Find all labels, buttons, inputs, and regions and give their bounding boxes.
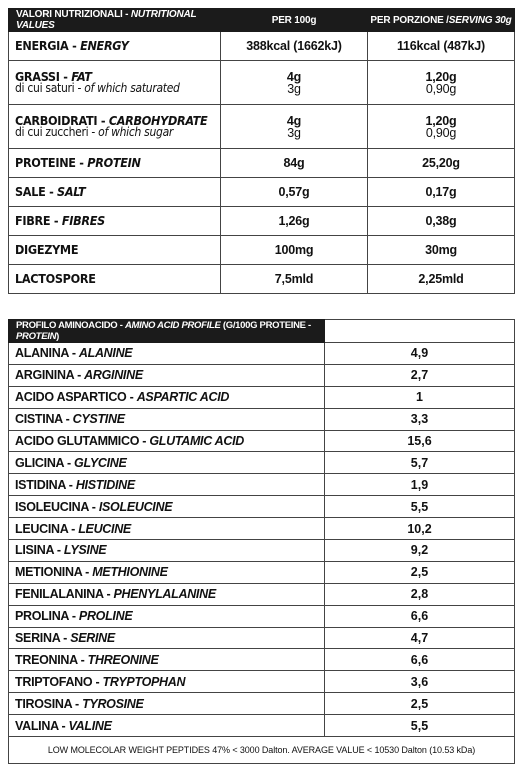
nutrient-name-it: LACTOSPORE <box>15 271 96 286</box>
amino-name-en: GLYCINE <box>74 455 127 470</box>
per-serving-value <box>368 61 515 105</box>
amino-name-it: FENILALANINA - <box>15 587 114 602</box>
amino-name-it: TREONINA - <box>15 652 88 667</box>
per-100g-value-main: 0,57g <box>278 185 310 199</box>
per-serving-value-main: 1,20g <box>425 113 457 128</box>
nutrient-label <box>9 236 221 265</box>
amino-acid-name <box>9 715 325 737</box>
amino-row <box>9 343 515 365</box>
amino-name-it: PROLINA - <box>15 609 79 624</box>
amino-acid-value: 2,5 <box>325 561 515 583</box>
nutrient-label <box>9 149 221 178</box>
amino-name-it: ISOLEUCINA - <box>15 499 99 514</box>
nutrient-name <box>15 40 220 52</box>
amino-name-en: TRYPTOPHAN <box>102 674 186 689</box>
per-serving-value-main: 1,20g <box>425 69 457 84</box>
amino-row <box>9 386 515 408</box>
per-serving-value <box>368 265 515 294</box>
amino-name-it: ACIDO ASPARTICO - <box>15 390 137 405</box>
nutrient-name-it: CARBOIDRATI - <box>15 112 109 128</box>
nutrition-row <box>9 149 515 178</box>
amino-acid-value: 5,7 <box>325 452 515 474</box>
amino-row <box>9 430 515 452</box>
peptides-footnote: LOW MOLECOLAR WEIGHT PEPTIDES 47% < 3000 Dalton. AVERAGE VALUE < 10530 Dalton (10.53 kDa) <box>9 737 515 764</box>
per-100g-value <box>221 32 368 61</box>
per-100g-value-main: 84g <box>283 156 305 170</box>
amino-acid-value: 5,5 <box>325 715 515 737</box>
nutrient-name-it: PROTEINE - <box>15 155 88 170</box>
amino-name-it: ALANINA - <box>15 346 79 361</box>
amino-row <box>9 671 515 693</box>
amino-name-en: CYSTINE <box>72 412 125 427</box>
amino-acid-value: 4,7 <box>325 627 515 649</box>
per-serving-value-main: 0,17g <box>425 185 457 199</box>
per-serving-value-main: 116kcal (487kJ) <box>396 39 486 53</box>
amino-name-en: GLUTAMIC ACID <box>149 434 245 448</box>
nutrient-name-it: FIBRE - <box>15 213 62 228</box>
per-serving-value-main: 25,20g <box>422 156 460 170</box>
amino-acid-name <box>9 540 325 562</box>
nutrient-name-it: DIGEZYME <box>15 242 79 257</box>
nutrient-name <box>15 244 220 256</box>
amino-name-en: VALINE <box>68 718 112 733</box>
per-100g-value-sub: 3g <box>287 125 301 140</box>
amino-row <box>9 474 515 496</box>
per-100g-value-sub: 3g <box>287 81 301 96</box>
amino-name-en: THREONINE <box>87 652 159 667</box>
amino-acid-name <box>9 364 325 386</box>
amino-name-en: ALANINE <box>78 346 133 361</box>
per-serving-value-main: 0,38g <box>425 214 457 228</box>
amino-name-it: TRIPTOFANO - <box>15 674 103 689</box>
amino-row <box>9 518 515 540</box>
nutrient-label <box>9 32 221 61</box>
per-serving-value <box>368 32 515 61</box>
amino-row <box>9 715 515 737</box>
amino-header-end: ) <box>56 331 60 342</box>
nutrition-row <box>9 178 515 207</box>
nutrition-row <box>9 236 515 265</box>
per-serving-value-sub: 0,90g <box>425 125 457 140</box>
amino-acid-value: 3,6 <box>325 671 515 693</box>
amino-name-en: SERINE <box>70 631 115 646</box>
amino-row <box>9 540 515 562</box>
amino-name-it: SERINA - <box>15 631 71 646</box>
per-serving-value <box>368 236 515 265</box>
amino-acid-value: 5,5 <box>325 496 515 518</box>
nutrient-name <box>15 157 220 169</box>
nutrient-name-en: FIBRES <box>61 213 105 228</box>
amino-name-en: HISTIDINE <box>75 477 135 492</box>
amino-row <box>9 496 515 518</box>
header-per-100g: PER 100g <box>221 9 368 32</box>
amino-acid-value: 2,7 <box>325 364 515 386</box>
per-100g-value <box>221 149 368 178</box>
amino-acid-name <box>9 496 325 518</box>
header-amino-profile <box>9 320 325 343</box>
amino-name-it: LISINA - <box>15 543 64 558</box>
amino-header-en: AMINO ACID PROFILE <box>124 320 221 331</box>
amino-name-en: ISOLEUCINE <box>98 499 173 514</box>
nutrient-name-en: FAT <box>71 68 92 84</box>
header-label-en: NUTRITIONAL VALUES <box>16 9 197 31</box>
nutrition-row <box>9 32 515 61</box>
amino-name-en: PHENYLALANINE <box>113 587 216 602</box>
nutrient-label <box>9 265 221 294</box>
per-serving-value-main: 30mg <box>425 243 457 257</box>
amino-acid-name <box>9 649 325 671</box>
amino-acid-value: 6,6 <box>325 605 515 627</box>
per-100g-value-main: 4g <box>286 113 302 128</box>
amino-name-en: PROLINE <box>78 609 133 624</box>
amino-acid-value: 1,9 <box>325 474 515 496</box>
amino-acid-name <box>9 671 325 693</box>
per-100g-value <box>221 61 368 105</box>
amino-acid-table <box>8 319 515 764</box>
header-label-it: VALORI NUTRIZIONALI - <box>16 9 131 20</box>
amino-name-it: VALINA - <box>15 718 69 733</box>
amino-name-en: LYSINE <box>63 543 107 558</box>
per-100g-value <box>221 178 368 207</box>
amino-name-it: TIROSINA - <box>15 696 83 711</box>
nutrient-label <box>9 178 221 207</box>
per-serving-value-sub: 0,90g <box>425 81 457 96</box>
nutrient-label <box>9 105 221 149</box>
amino-name-it: CISTINA - <box>15 412 73 427</box>
per-serving-value <box>368 178 515 207</box>
nutrition-row <box>9 265 515 294</box>
amino-header-row <box>9 320 515 343</box>
per-100g-value <box>221 105 368 149</box>
amino-row <box>9 583 515 605</box>
amino-acid-name <box>9 583 325 605</box>
amino-name-it: ISTIDINA - <box>15 477 76 492</box>
amino-name-it: GLICINA - <box>15 455 75 470</box>
nutrient-name-it: ENERGIA - <box>15 38 81 53</box>
nutrient-name-en: PROTEIN <box>87 155 141 170</box>
per-100g-value <box>221 265 368 294</box>
per-100g-value-main: 388kcal (1662kJ) <box>246 39 342 53</box>
amino-name-en: ASPARTIC ACID <box>136 390 230 405</box>
amino-row <box>9 693 515 715</box>
amino-acid-name <box>9 386 325 408</box>
amino-acid-value: 15,6 <box>325 430 515 452</box>
amino-acid-value: 10,2 <box>325 518 515 540</box>
header-serving-en: SERVING 30g <box>448 14 512 26</box>
nutrition-table <box>8 8 515 294</box>
nutrient-name-en: CARBOHYDRATE <box>108 112 208 128</box>
amino-header-mid: (G/100G PROTEINE - <box>220 320 311 331</box>
per-100g-value-main: 1,26g <box>278 214 310 228</box>
nutrient-name <box>15 186 220 198</box>
per-100g-value-main: 100mg <box>274 243 314 257</box>
header-per-serving <box>368 9 515 32</box>
amino-acid-value: 3,3 <box>325 408 515 430</box>
nutrition-row <box>9 61 515 105</box>
amino-acid-name <box>9 408 325 430</box>
nutrient-name-it: SALE - <box>15 184 58 199</box>
header-amino-value-blank <box>325 320 515 343</box>
per-serving-value <box>368 105 515 149</box>
amino-row <box>9 364 515 386</box>
amino-acid-value: 9,2 <box>325 540 515 562</box>
nutrient-name <box>15 215 220 227</box>
amino-header-it: PROFILO AMINOACIDO - <box>16 320 125 331</box>
per-100g-value <box>221 236 368 265</box>
header-nutritional-values <box>9 9 221 32</box>
amino-footer-row <box>9 737 515 764</box>
amino-name-en: TYROSINE <box>82 696 144 711</box>
amino-acid-value: 6,6 <box>325 649 515 671</box>
nutrient-label <box>9 207 221 236</box>
amino-row <box>9 408 515 430</box>
nutrition-row <box>9 105 515 149</box>
amino-acid-value: 1 <box>325 386 515 408</box>
amino-acid-name <box>9 430 325 452</box>
amino-acid-name <box>9 605 325 627</box>
amino-row <box>9 627 515 649</box>
per-100g-value-main: 4g <box>286 69 302 84</box>
per-serving-value <box>368 207 515 236</box>
amino-acid-name <box>9 561 325 583</box>
nutrient-subname-it: di cui zuccheri - <box>15 124 99 139</box>
nutrient-subname-en: of which saturated <box>84 80 180 95</box>
amino-name-en: METHIONINE <box>92 565 168 580</box>
amino-acid-name <box>9 693 325 715</box>
per-100g-value-main: 7,5mld <box>274 272 314 286</box>
nutrient-subname-it: di cui saturi - <box>15 80 85 95</box>
amino-name-it: LEUCINA - <box>15 521 79 536</box>
amino-acid-name <box>9 452 325 474</box>
amino-acid-name <box>9 518 325 540</box>
amino-acid-value: 2,5 <box>325 693 515 715</box>
amino-acid-name <box>9 343 325 365</box>
amino-row <box>9 649 515 671</box>
nutrient-name-en: SALT <box>57 184 86 199</box>
nutrient-name <box>15 273 220 285</box>
amino-acid-value: 2,8 <box>325 583 515 605</box>
nutrient-name-it: GRASSI - <box>15 68 72 84</box>
amino-name-it: METIONINA - <box>15 565 93 580</box>
amino-name-en: ARGININE <box>84 368 143 383</box>
nutrient-name-en: ENERGY <box>80 38 129 53</box>
amino-header-protein: PROTEIN <box>16 331 57 342</box>
amino-row <box>9 605 515 627</box>
amino-acid-name <box>9 474 325 496</box>
per-serving-value-main: 2,25mld <box>418 272 464 286</box>
amino-name-it: ARGININA - <box>15 368 85 383</box>
nutrient-label <box>9 61 221 105</box>
nutrient-subname <box>15 81 220 95</box>
nutrient-subname-en: of which sugar <box>98 124 174 139</box>
amino-row <box>9 561 515 583</box>
nutrition-row <box>9 207 515 236</box>
amino-row <box>9 452 515 474</box>
per-serving-value <box>368 149 515 178</box>
header-serving-it: PER PORZIONE / <box>370 14 449 26</box>
amino-acid-value: 4,9 <box>325 343 515 365</box>
amino-name-en: LEUCINE <box>78 521 131 536</box>
per-100g-value <box>221 207 368 236</box>
nutrition-header-row <box>9 9 515 32</box>
amino-acid-name <box>9 627 325 649</box>
amino-name-it: ACIDO GLUTAMMICO - <box>15 434 150 448</box>
